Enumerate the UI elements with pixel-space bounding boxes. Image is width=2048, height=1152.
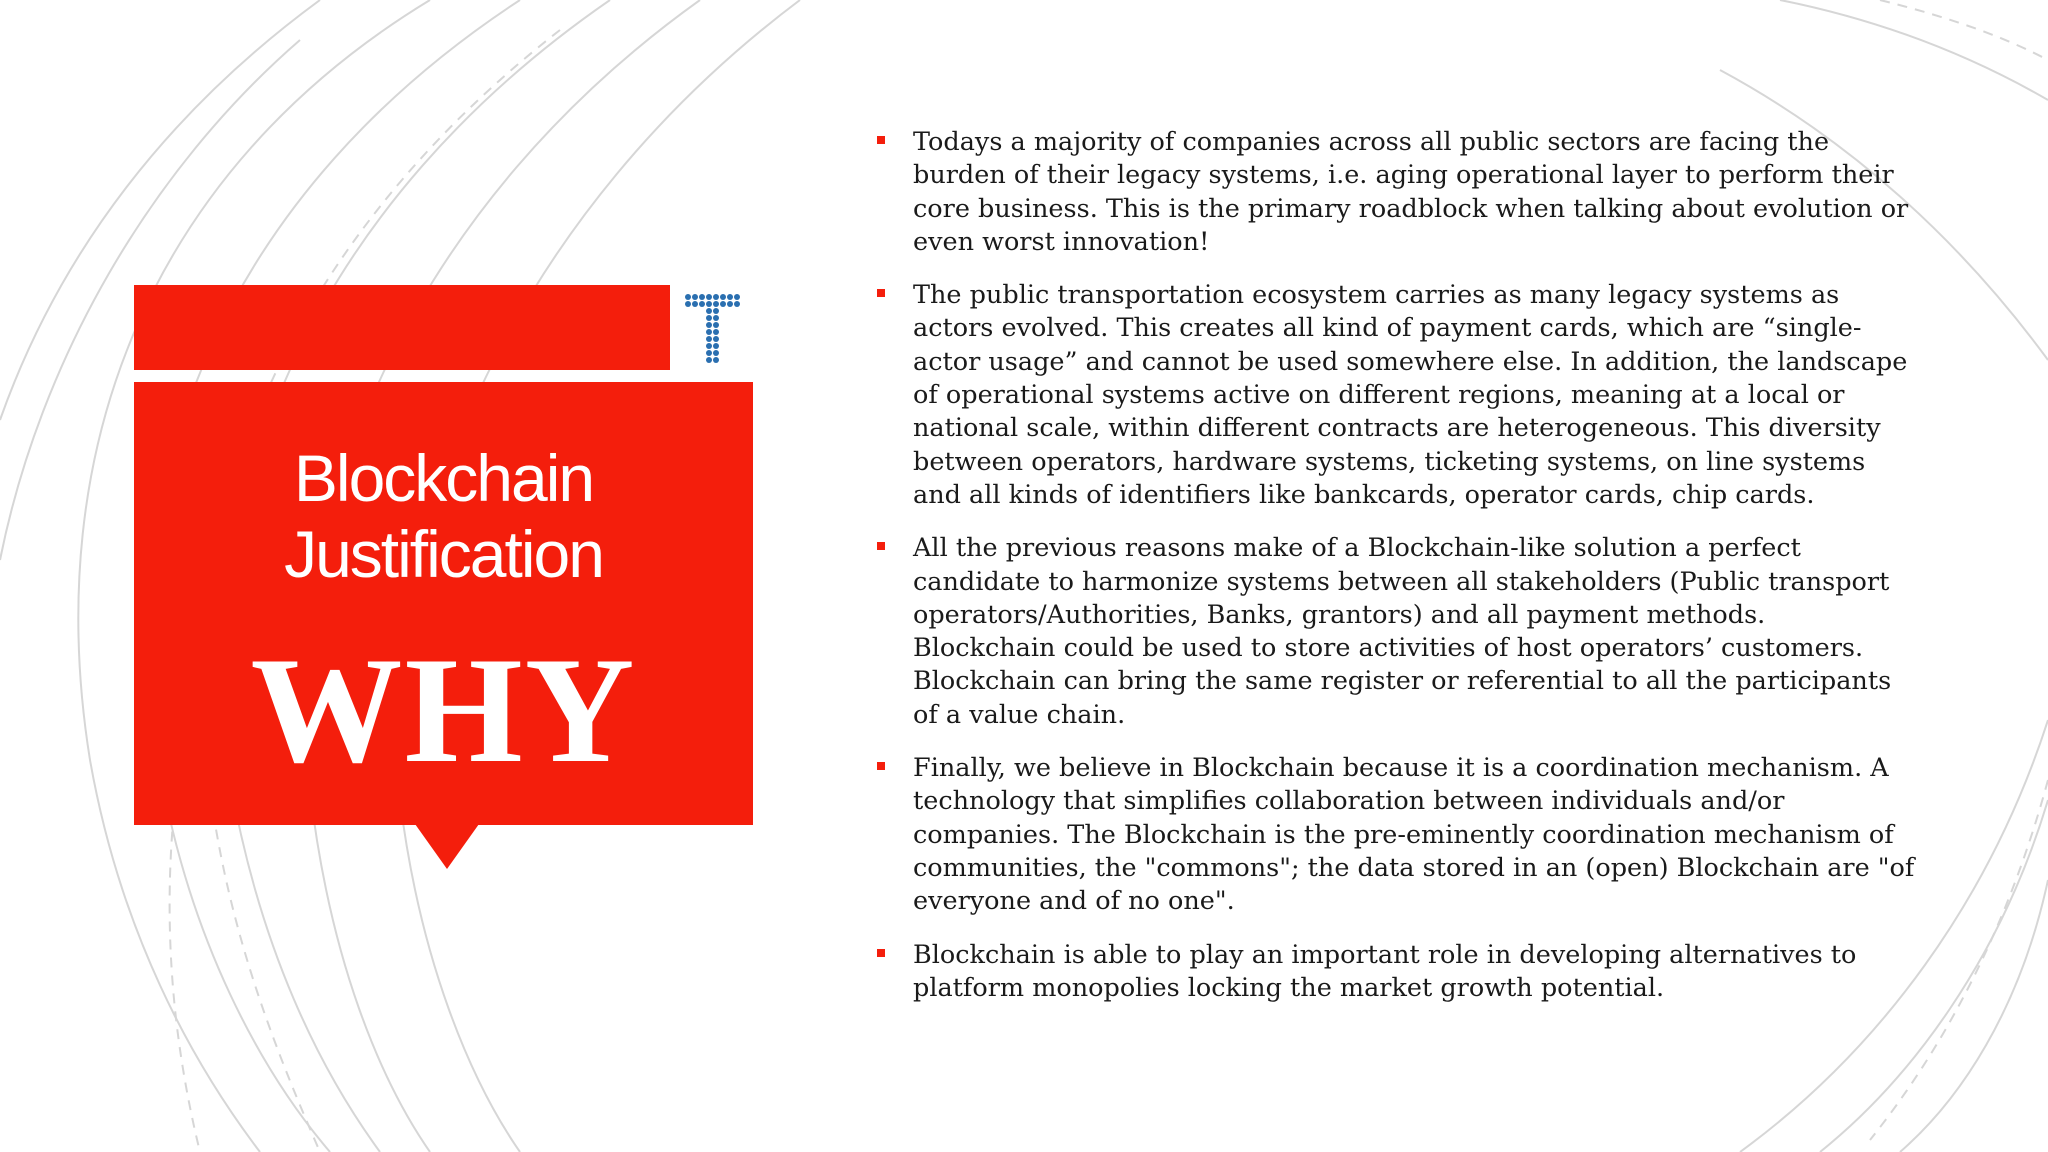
bullet-item (875, 752, 1915, 918)
bullet-text: Todays a majority of companies across all public sectors are facing the burden of their legacy systems, i.e. aging operational layer to perform their core business. This is the primary roadblock when talking about evolution or even worst innovation! (913, 127, 1909, 257)
bullet-item (875, 939, 1915, 1006)
bullet-item (875, 532, 1915, 732)
bullet-item (875, 126, 1915, 259)
bullet-text: Finally, we believe in Blockchain because it is a coordination mechanism. A technology that simplifies collaboration between individuals and/or companies. The Blockchain is the pre-eminently coordination mechanism of communities, the "commons"; the data stored in an (open) Blockchain are "of everyone and of no one". (913, 753, 1915, 917)
bullet-text: Blockchain is able to play an important role in developing alternatives to platform monopolies locking the market growth potential. (913, 939, 1857, 1003)
square-bullet-icon (877, 289, 885, 297)
title-line-1: Blockchain (293, 441, 594, 515)
square-bullet-icon (877, 762, 885, 770)
square-bullet-icon (877, 949, 885, 957)
callout-pointer (415, 824, 479, 869)
header-accent-bar (134, 285, 670, 370)
square-bullet-icon (877, 136, 885, 144)
bullet-text: The public transportation ecosystem carries as many legacy systems as actors evolved. This creates all kind of payment cards, which are “single-actor usage” and cannot be used somewhere else. In addition, the landscape of operational systems active on different regions, meaning at a local or national scale, within different contracts are heterogeneous. This diversity between operators, hardware systems, ticketing systems, on line systems and all kinds of identifiers like bankcards, operator cards, chip cards. (913, 280, 1908, 510)
bullet-text: All the previous reasons make of a Blockchain-like solution a perfect candidate to harmonize systems between all stakeholders (Public transport operators/Authorities, Banks, grantors) and all payment methods. Blockchain could be used to store activities of host operators’ customers. Blockchain can bring the same register or referential to all the participants of a value chain. (913, 533, 1892, 730)
title-line-2: Justification (284, 517, 603, 591)
slide-subtitle: WHY (250, 626, 637, 794)
dotted-t-logo-icon (684, 293, 744, 365)
slide-title (134, 440, 753, 592)
square-bullet-icon (877, 542, 885, 550)
bullet-list (875, 126, 1915, 1025)
bullet-item (875, 279, 1915, 512)
